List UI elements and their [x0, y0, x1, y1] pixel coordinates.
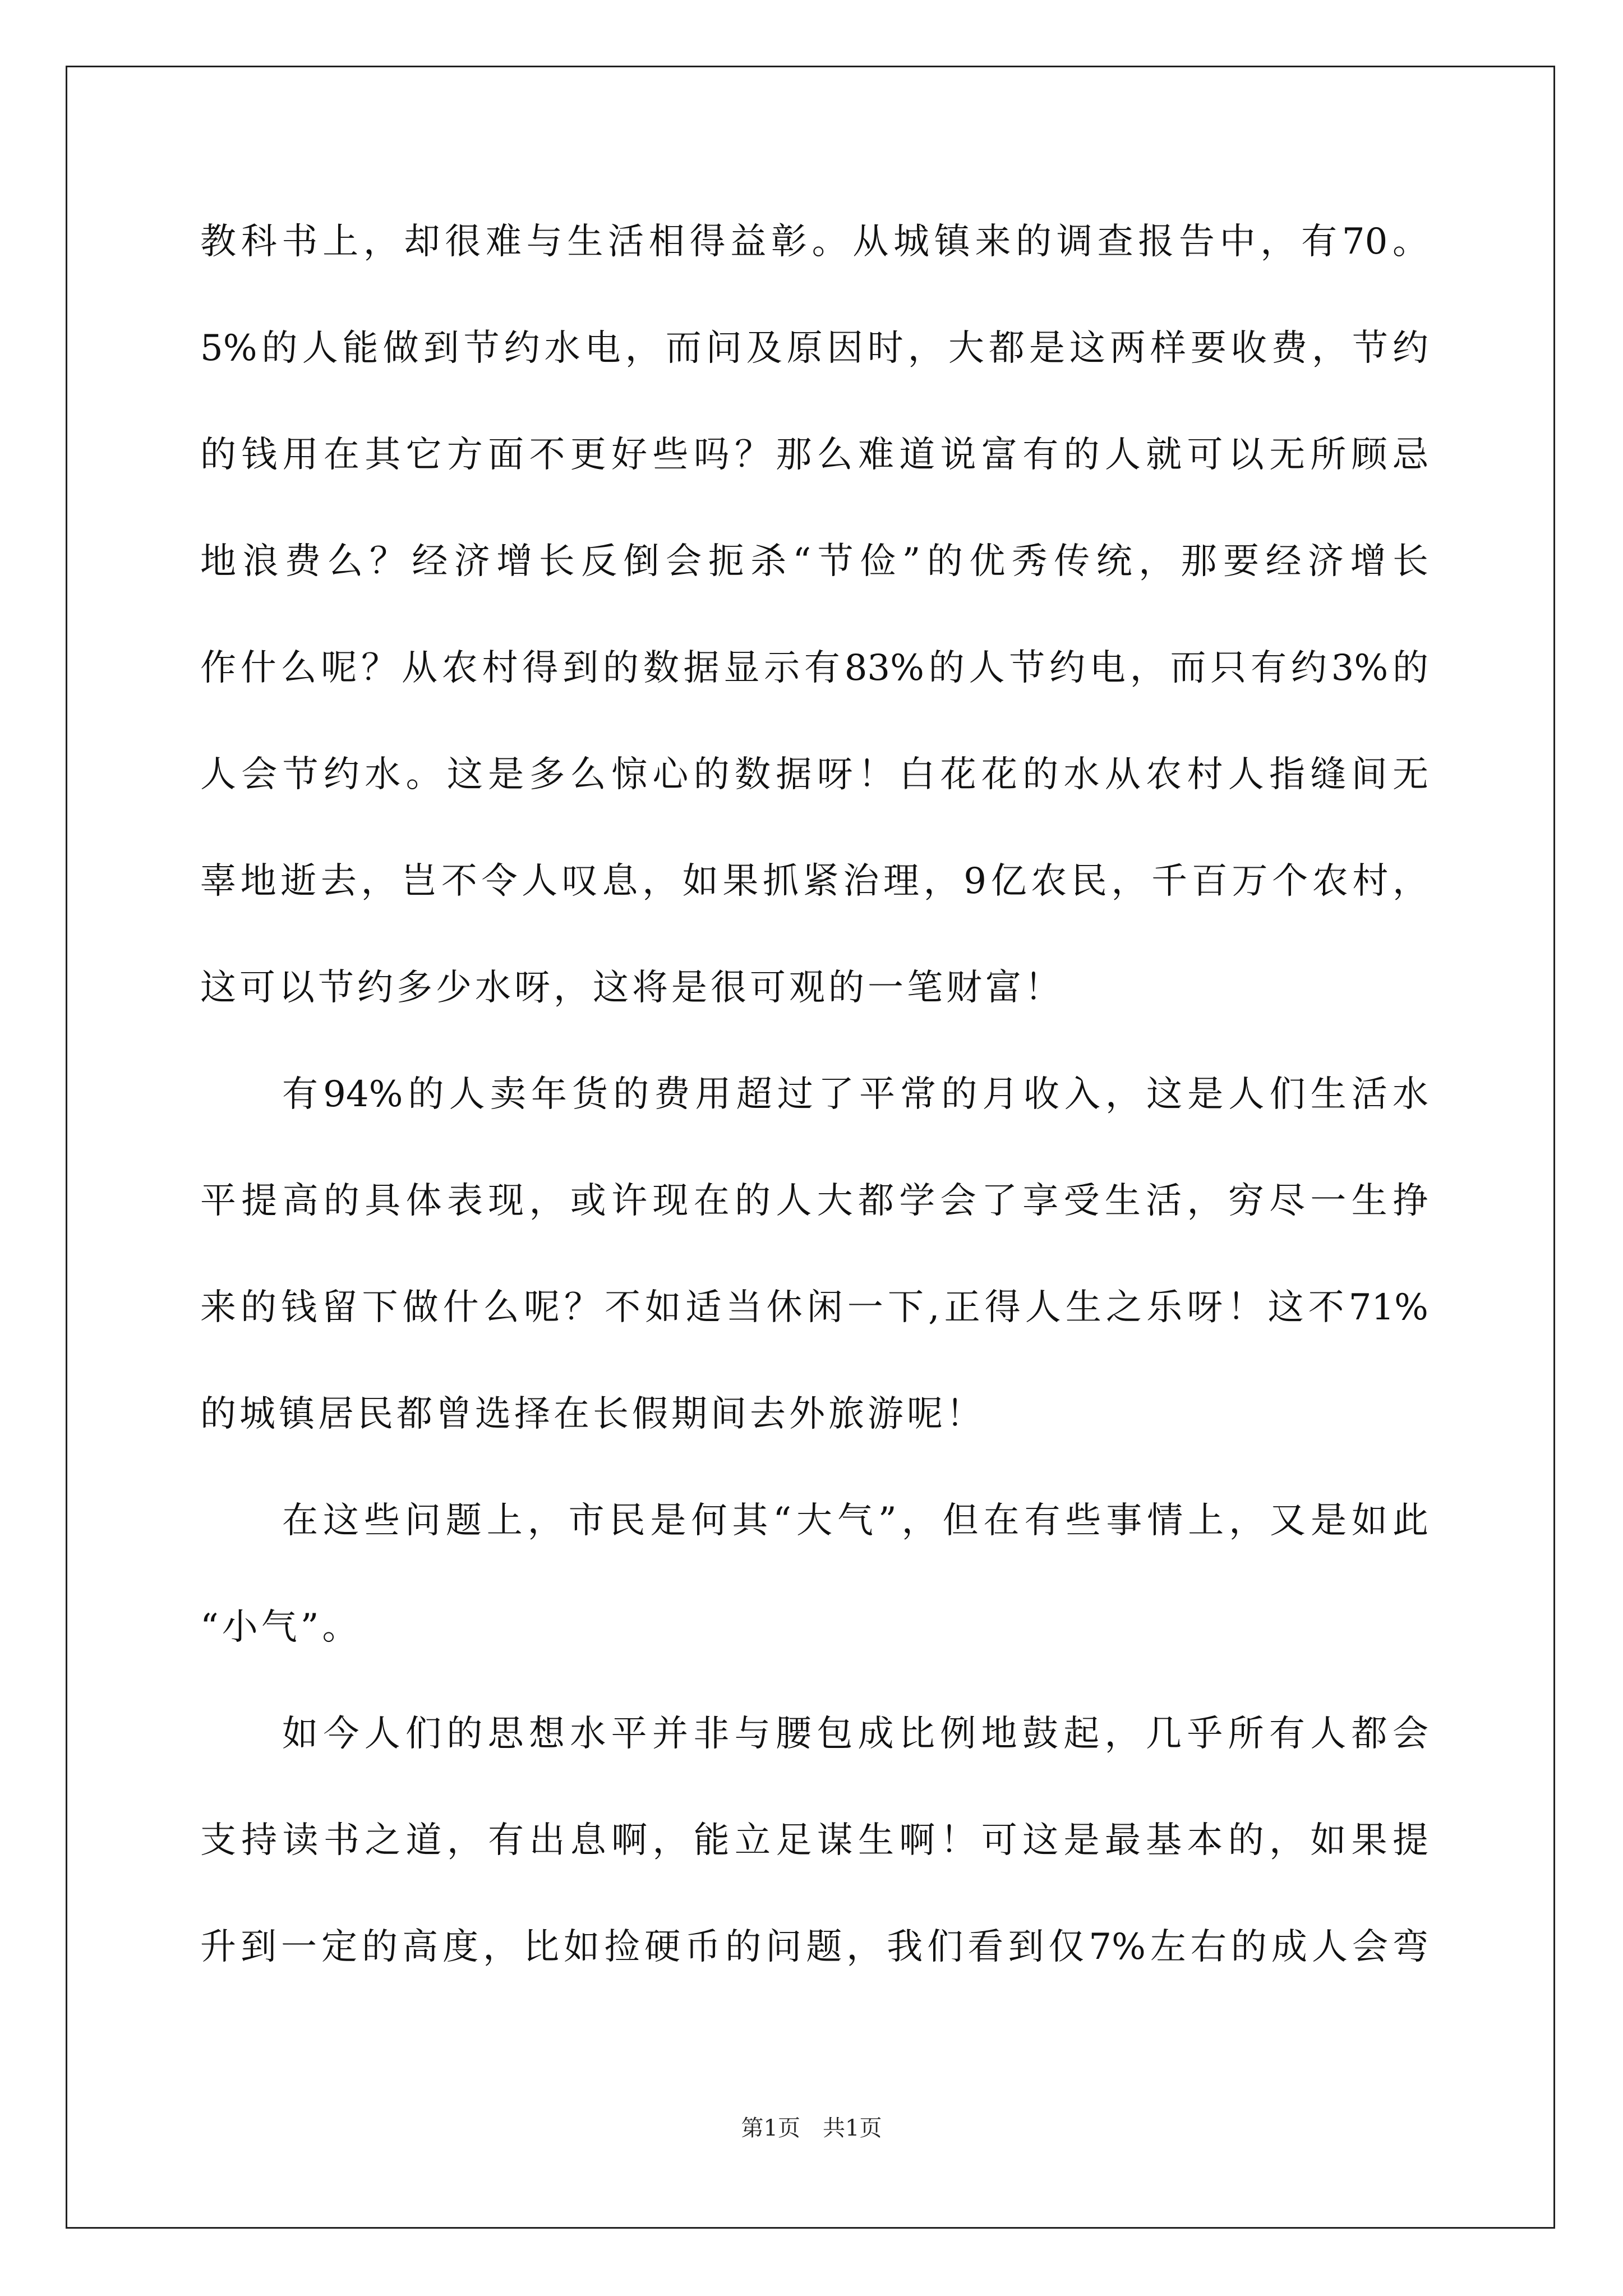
text-line: 有94%的人卖年货的费用超过了平常的月收入，这是人们生活水	[282, 1074, 1428, 1115]
text-line: 来的钱留下做什么呢？不如适当休闲一下,正得人生之乐呀！这不71%	[200, 1287, 1428, 1328]
text-line: 平提高的具体表现，或许现在的人大都学会了享受生活，穷尽一生挣	[200, 1180, 1428, 1222]
text-line: 5%的人能做到节约水电，而问及原因时，大都是这两样要收费，节约	[200, 328, 1428, 369]
text-line: 升到一定的高度，比如捡硬币的问题，我们看到仅7%左右的成人会弯	[200, 1926, 1428, 1968]
text-line: 辜地逝去，岂不令人叹息，如果抓紧治理，9亿农民，千百万个农村，	[200, 861, 1428, 902]
text-line: “小气”。	[200, 1607, 362, 1648]
text-line: 作什么呢？从农村得到的数据显示有83%的人节约电，而只有约3%的	[200, 647, 1428, 689]
text-line: 如今人们的思想水平并非与腰包成比例地鼓起，几乎所有人都会	[282, 1713, 1428, 1755]
page-border	[66, 66, 1555, 2229]
page-number-label: 第1页 共1页	[741, 2115, 882, 2141]
text-line: 教科书上，却很难与生活相得益彰。从城镇来的调查报告中，有70。	[200, 221, 1428, 263]
text-line: 的钱用在其它方面不更好些吗？那么难道说富有的人就可以无所顾忌	[200, 434, 1428, 476]
text-line: 在这些问题上，市民是何其“大气”，但在有些事情上，又是如此	[282, 1500, 1428, 1542]
text-line: 地浪费么？经济增长反倒会扼杀“节俭”的优秀传统，那要经济增长	[200, 541, 1428, 582]
text-line: 这可以节约多少水呀，这将是很可观的一笔财富！	[200, 967, 1064, 1009]
text-line: 人会节约水。这是多么惊心的数据呀！白花花的水从农村人指缝间无	[200, 754, 1428, 795]
text-line: 的城镇居民都曾选择在长假期间去外旅游呢！	[200, 1393, 985, 1435]
page-footer	[0, 2114, 1623, 2143]
text-line: 支持读书之道，有出息啊，能立足谋生啊！可这是最基本的，如果提	[200, 1820, 1428, 1861]
